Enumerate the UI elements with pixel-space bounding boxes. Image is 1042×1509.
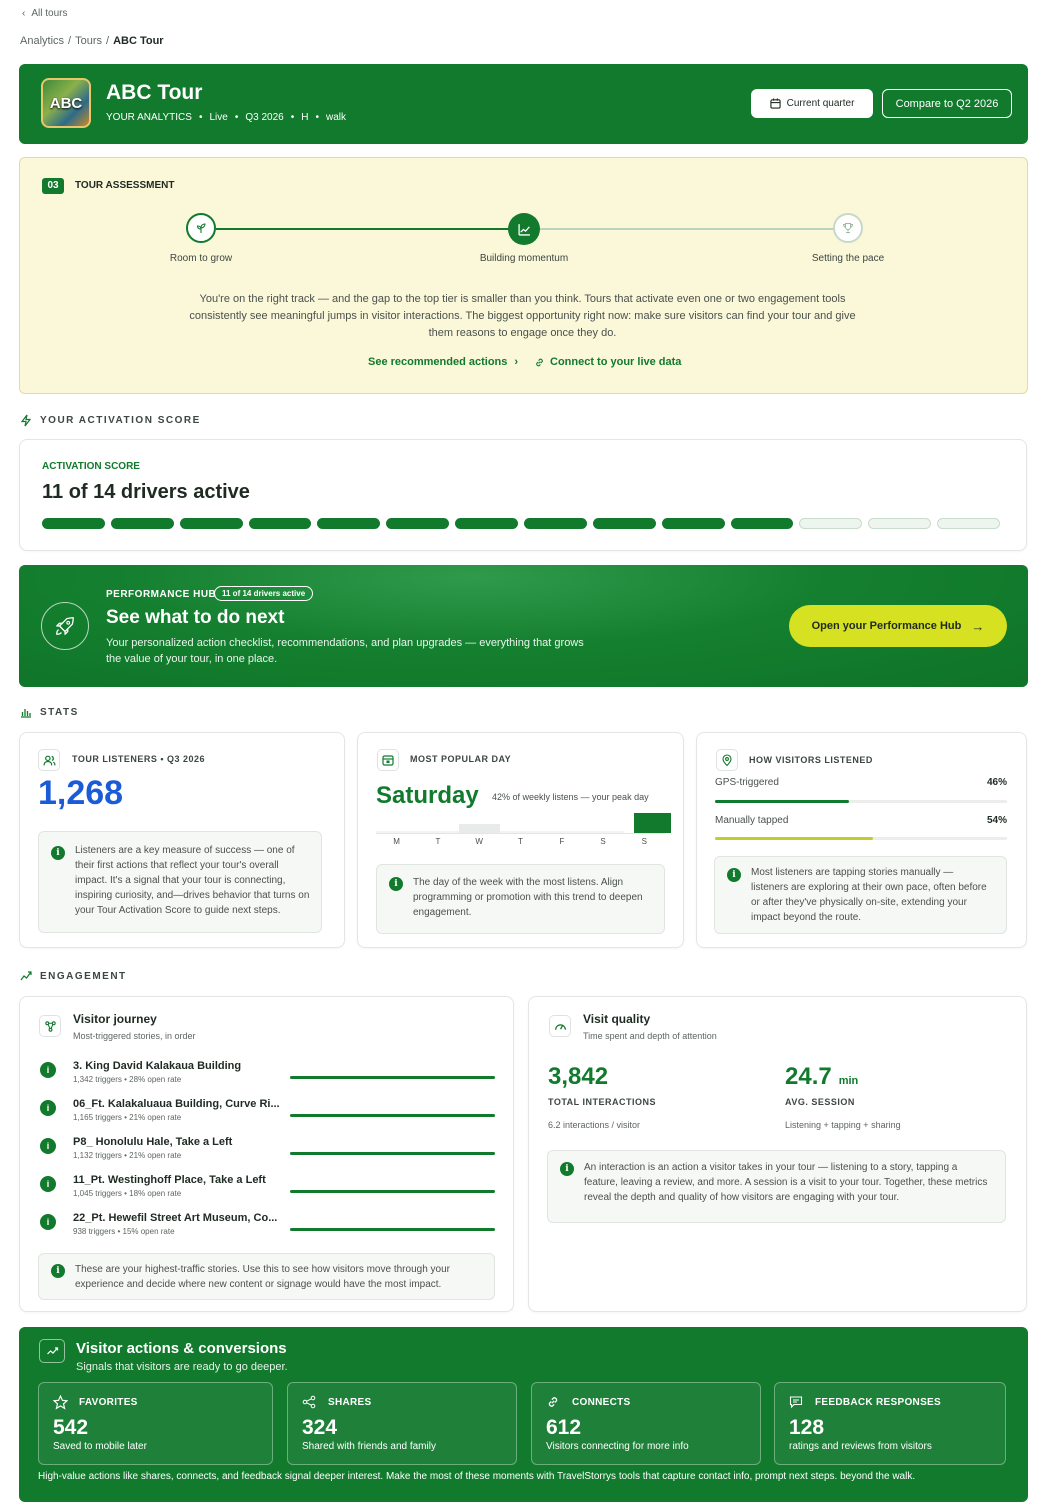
progress-line-todo	[540, 228, 842, 230]
step-label-setting-the-pace: Setting the pace	[811, 253, 885, 264]
weekday-bar	[541, 831, 582, 833]
engagement-section-header: ENGAGEMENT	[20, 970, 127, 982]
rocket-icon	[54, 615, 76, 637]
activation-segment	[524, 518, 587, 529]
listeners-label: TOUR LISTENERS • Q3 2026	[72, 754, 206, 764]
journey-item[interactable]: i P8_ Honolulu Hale, Take a Left 1,132 triggers • 21% open rate	[40, 1136, 500, 1170]
network-icon	[44, 1020, 57, 1033]
listened-label: HOW VISITORS LISTENED	[749, 755, 873, 765]
gps-bar	[715, 800, 849, 803]
activation-section-header: YOUR ACTIVATION SCORE	[20, 414, 201, 427]
weekday-bar	[459, 824, 500, 833]
connect-live-data-link[interactable]: Connect to your live data	[534, 356, 681, 368]
chevron-left-icon: ‹	[22, 8, 26, 19]
actions-title: Visitor actions & conversions	[76, 1340, 287, 1357]
weekday-bar	[500, 831, 541, 833]
popular-day-value: Saturday	[376, 782, 479, 809]
sprout-icon	[195, 222, 207, 234]
weekday-label: T	[518, 837, 523, 846]
rocket-icon-circle	[41, 602, 89, 650]
info-icon: i	[389, 877, 403, 891]
journey-rank-icon: i	[40, 1138, 56, 1154]
open-performance-hub-button[interactable]: Open your Performance Hub →	[789, 605, 1007, 647]
weekday-bar	[417, 831, 458, 833]
calendar-icon	[382, 754, 394, 766]
journey-item[interactable]: i 3. King David Kalakaua Building 1,342 triggers • 28% open rate	[40, 1060, 500, 1094]
progress-line-done	[216, 228, 525, 230]
breadcrumb: Analytics / Tours / ABC Tour	[20, 35, 164, 47]
trend-up-icon	[518, 223, 531, 236]
interactions-sub: 6.2 interactions / visitor	[548, 1120, 641, 1130]
activation-segment	[42, 518, 105, 529]
weekday-axis	[376, 833, 665, 834]
compare-quarter-button[interactable]: Compare to Q2 2026	[882, 89, 1012, 118]
session-value: 24.7	[785, 1063, 832, 1090]
journey-bar	[290, 1152, 495, 1155]
back-link[interactable]: ‹ All tours	[22, 8, 68, 19]
journey-sub: Most-triggered stories, in order	[73, 1031, 196, 1041]
feedback-responses-card[interactable]: FEEDBACK RESPONSES 128 ratings and reviews from visitors	[774, 1382, 1006, 1465]
hub-text: Your personalized action checklist, recommendations, and plan upgrades — everything that grows the value of your tour, in one place.	[106, 637, 584, 665]
gps-pct: 46%	[986, 777, 1007, 788]
recommended-actions-link[interactable]: See recommended actions ›	[368, 356, 519, 368]
journey-rank-icon: i	[40, 1100, 56, 1116]
activation-segment	[799, 518, 862, 529]
weekday-label: M	[393, 837, 400, 846]
journey-note: i These are your highest-traffic stories. Use this to see how visitors move through your experience and decide where new content or signage would have the most impact.	[38, 1253, 495, 1300]
session-label: AVG. SESSION	[785, 1097, 855, 1107]
arrow-right-icon: →	[971, 618, 985, 634]
connects-card[interactable]: CONNECTS 612 Visitors connecting for more info	[531, 1382, 761, 1465]
journey-rank-icon: i	[40, 1062, 56, 1078]
info-icon: i	[560, 1162, 574, 1176]
actions-footer: High-value actions like shares, connects, and feedback signal deeper interest. Make the most of these moments with TravelStorrys tools that capture contact info, prompt next steps. beyond the walk.	[38, 1471, 916, 1482]
listeners-icon-box	[38, 749, 60, 771]
activation-segment	[111, 518, 174, 529]
manual-label: Manually tapped	[715, 815, 789, 826]
weekday-bar	[634, 813, 671, 833]
breadcrumb-tours[interactable]: Tours	[75, 35, 102, 47]
assessment-badge: 03	[42, 178, 64, 194]
activation-segment	[937, 518, 1000, 529]
activation-segment	[317, 518, 380, 529]
activation-segment	[455, 518, 518, 529]
actions-sub: Signals that visitors are ready to go deeper.	[76, 1361, 288, 1373]
weekday-label: F	[559, 837, 565, 846]
shares-card[interactable]: SHARES 324 Shared with friends and family	[287, 1382, 517, 1465]
journey-bar	[290, 1228, 495, 1231]
interactions-value: 3,842	[548, 1063, 609, 1090]
gauge-icon	[554, 1020, 567, 1033]
journey-icon-box	[39, 1015, 61, 1037]
popular-day-note: i The day of the week with the most listens. Align programming or promotion with this trend to deepen engagement.	[376, 864, 665, 934]
journey-title: Visitor journey	[73, 1012, 157, 1026]
hub-label: PERFORMANCE HUB	[106, 589, 217, 600]
tour-meta: YOUR ANALYTICS • Live • Q3 2026 • H • walk	[106, 112, 346, 123]
tour-assessment-panel	[19, 157, 1028, 394]
activation-segment	[180, 518, 243, 529]
step-room-to-grow	[186, 213, 216, 243]
share-icon	[302, 1395, 316, 1409]
users-icon	[43, 754, 56, 767]
actions-icon-box	[39, 1339, 65, 1363]
hub-pill: 11 of 14 drivers active	[214, 586, 313, 601]
tour-logo: ABC	[41, 78, 91, 128]
activation-label: ACTIVATION SCORE	[42, 461, 140, 472]
step-label-room-to-grow: Room to grow	[169, 253, 233, 264]
quality-sub: Time spent and depth of attention	[583, 1031, 717, 1041]
activation-headline: 11 of 14 drivers active	[42, 481, 250, 503]
listened-note: i Most listeners are tapping stories manually — listeners are exploring at their own pace, often before or after they've physically on-site, extending your impact beyond the route.	[714, 856, 1007, 934]
session-sub: Listening + tapping + sharing	[785, 1120, 901, 1130]
journey-item[interactable]: i 11_Pt. Westinghoff Place, Take a Left 1,045 triggers • 18% open rate	[40, 1174, 500, 1208]
session-value-wrap	[785, 1063, 858, 1091]
link-icon	[546, 1395, 560, 1409]
performance-hub-banner	[19, 565, 1028, 687]
assessment-text: You're on the right track — and the gap to the top tier is smaller than you think. Tours that activate even one or two engagement tools consistently see meaningful jumps in visitor interactions. The biggest opportunity right now: make sure visitors can find your tour and give them reasons to engage once they do.	[189, 293, 856, 339]
weekday-label: S	[641, 837, 648, 846]
step-building-momentum	[508, 213, 540, 245]
journey-rank-icon: i	[40, 1176, 56, 1192]
weekday-bar	[376, 831, 417, 833]
journey-item[interactable]: i 22_Pt. Hewefil Street Art Museum, Co... 938 triggers • 15% open rate	[40, 1212, 500, 1246]
journey-bar	[290, 1114, 495, 1117]
weekday-label: W	[475, 837, 483, 846]
weekday-label: S	[600, 837, 606, 846]
bar-chart-icon	[20, 706, 32, 718]
conversion-trend-icon	[46, 1345, 59, 1357]
popular-day-sub: 42% of weekly listens — your peak day	[492, 792, 649, 802]
chevron-right-icon: ›	[514, 356, 519, 368]
journey-bar	[290, 1190, 495, 1193]
journey-bar	[290, 1076, 495, 1079]
trophy-icon	[842, 222, 854, 234]
tour-title: ABC Tour	[106, 81, 203, 104]
message-icon	[789, 1395, 803, 1409]
assessment-title: TOUR ASSESSMENT	[75, 180, 175, 191]
weekday-label: T	[435, 837, 441, 846]
activation-segment	[249, 518, 312, 529]
calendar-icon	[770, 98, 781, 109]
quality-icon-box	[549, 1015, 571, 1037]
breadcrumb-analytics[interactable]: Analytics	[20, 35, 65, 47]
star-icon	[53, 1395, 68, 1410]
activation-segment	[662, 518, 725, 529]
engagement-icon	[20, 970, 32, 982]
journey-item[interactable]: i 06_Ft. Kalakaluaua Building, Curve Ri... 1,165 triggers • 21% open rate	[40, 1098, 500, 1132]
interactions-label: TOTAL INTERACTIONS	[548, 1097, 656, 1107]
lightning-icon	[20, 414, 32, 427]
activation-segment	[868, 518, 931, 529]
step-label-building-momentum: Building momentum	[479, 253, 569, 264]
popular-day-label: MOST POPULAR DAY	[410, 754, 512, 764]
favorites-card[interactable]: FAVORITES 542 Saved to mobile later	[38, 1382, 273, 1465]
gps-track	[715, 800, 1007, 803]
session-unit: min	[838, 1075, 859, 1087]
hub-title: See what to do next	[106, 607, 285, 628]
quality-title: Visit quality	[583, 1012, 651, 1026]
activation-segment	[731, 518, 794, 529]
manual-bar	[715, 837, 873, 840]
quality-note: i An interaction is an action a visitor takes in your tour — listening to a story, tapping a feature, leaving a review, and more. A session is a visit to your tour. Together, these metrics reveal the depth and quality of how visitors are engaging with your tour.	[547, 1150, 1006, 1223]
manual-pct: 54%	[986, 815, 1007, 826]
step-setting-the-pace	[833, 213, 863, 243]
info-icon: i	[51, 846, 65, 860]
listeners-value: 1,268	[38, 774, 124, 812]
tour-header	[19, 64, 1028, 144]
location-pin-icon	[721, 754, 733, 766]
manual-track	[715, 837, 1007, 840]
info-icon: i	[51, 1264, 65, 1278]
popular-day-icon-box	[377, 749, 399, 771]
gps-label: GPS-triggered	[715, 777, 779, 788]
stats-section-header: STATS	[20, 706, 79, 718]
activation-segment	[593, 518, 656, 529]
listeners-note: i Listeners are a key measure of success — one of their first actions that reflect your tour's overall impact. It's a signal that your tour is connecting, inspiring curiosity, and—drives behavior that turns on your Tour Activation Score to guide next steps.	[38, 831, 322, 933]
info-icon: i	[727, 868, 741, 882]
breadcrumb-current: ABC Tour	[113, 35, 164, 47]
activation-segment	[386, 518, 449, 529]
weekday-bar	[582, 831, 623, 833]
link-icon	[534, 357, 545, 368]
current-quarter-button[interactable]: Current quarter	[751, 89, 873, 118]
journey-rank-icon: i	[40, 1214, 56, 1230]
listened-icon-box	[716, 749, 738, 771]
